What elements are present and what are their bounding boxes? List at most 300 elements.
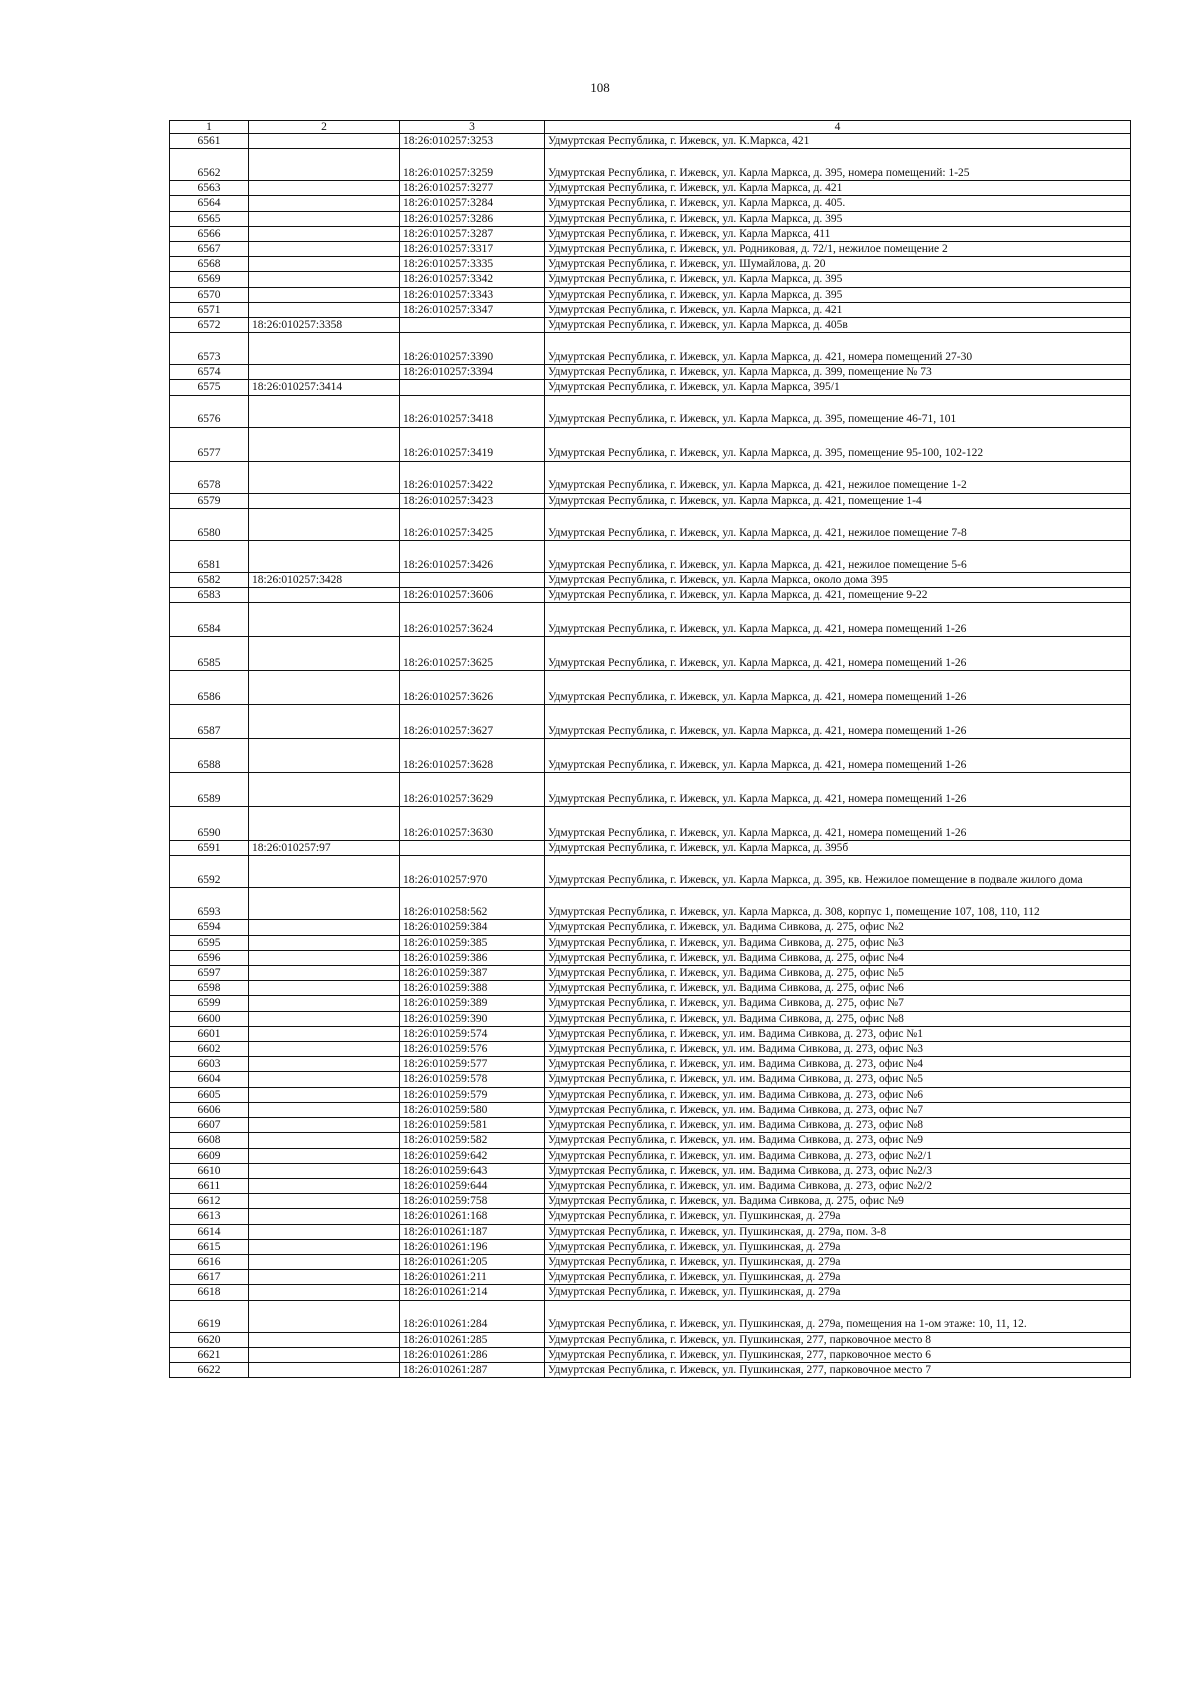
column-2-cadastral-cell [249,427,400,461]
row-number-cell: 6570 [170,287,249,302]
table-row [170,966,1131,981]
address-cell: Удмуртская Республика, г. Ижевск, ул. Карла Маркса, д. 421, номера помещений 1-26 [545,603,1131,637]
table-row [170,1011,1131,1026]
column-2-cadastral-cell [249,1178,400,1193]
cadastral-number-cell [400,318,545,333]
address-cell: Удмуртская Республика, г. Ижевск, ул. Пушкинская, д. 279а [545,1285,1131,1300]
row-number-cell: 6614 [170,1224,249,1239]
cadastral-number-cell: 18:26:010259:387 [400,966,545,981]
cadastral-number-cell: 18:26:010257:3624 [400,603,545,637]
address-cell: Удмуртская Республика, г. Ижевск, ул. Вадима Сивкова, д. 275, офис №6 [545,981,1131,996]
table-row [170,1042,1131,1057]
address-cell: Удмуртская Республика, г. Ижевск, ул. Карла Маркса, д. 421, номера помещений 1-26 [545,807,1131,841]
table-row [170,1194,1131,1209]
row-number-cell: 6584 [170,603,249,637]
table-row [170,1254,1131,1269]
table-row [170,149,1131,181]
column-2-cadastral-cell [249,856,400,888]
cadastral-number-cell: 18:26:010257:3286 [400,211,545,226]
address-cell: Удмуртская Республика, г. Ижевск, ул. им. Вадима Сивкова, д. 273, офис №7 [545,1102,1131,1117]
column-2-cadastral-cell [249,739,400,773]
row-number-cell: 6577 [170,427,249,461]
row-number-cell: 6600 [170,1011,249,1026]
address-cell: Удмуртская Республика, г. Ижевск, ул. им. Вадима Сивкова, д. 273, офис №6 [545,1087,1131,1102]
cadastral-number-cell: 18:26:010257:3418 [400,395,545,427]
row-number-cell: 6604 [170,1072,249,1087]
column-2-cadastral-cell [249,461,400,493]
cadastral-number-cell: 18:26:010261:214 [400,1285,545,1300]
table-row [170,318,1131,333]
table-row [170,1163,1131,1178]
cadastral-number-cell: 18:26:010257:3253 [400,134,545,149]
cadastral-number-cell: 18:26:010261:168 [400,1209,545,1224]
cadastral-number-cell: 18:26:010257:3628 [400,739,545,773]
column-header-1: 1 [170,121,249,134]
row-number-cell: 6565 [170,211,249,226]
address-cell: Удмуртская Республика, г. Ижевск, ул. Карла Маркса, д. 421, номера помещений 1-26 [545,773,1131,807]
table-row [170,1347,1131,1362]
table-row [170,572,1131,587]
table-row [170,1209,1131,1224]
table-row [170,181,1131,196]
row-number-cell: 6613 [170,1209,249,1224]
table-row [170,302,1131,317]
row-number-cell: 6593 [170,888,249,920]
table-row [170,1118,1131,1133]
column-2-cadastral-cell [249,1347,400,1362]
row-number-cell: 6591 [170,841,249,856]
address-cell: Удмуртская Республика, г. Ижевск, ул. им. Вадима Сивкова, д. 273, офис №9 [545,1133,1131,1148]
table-row [170,603,1131,637]
row-number-cell: 6572 [170,318,249,333]
address-cell: Удмуртская Республика, г. Ижевск, ул. Карла Маркса, д. 399, помещение № 73 [545,365,1131,380]
cadastral-number-cell: 18:26:010261:285 [400,1332,545,1347]
row-number-cell: 6612 [170,1194,249,1209]
address-cell: Удмуртская Республика, г. Ижевск, ул. им. Вадима Сивкова, д. 273, офис №4 [545,1057,1131,1072]
address-cell: Удмуртская Республика, г. Ижевск, ул. Карла Маркса, д. 395 [545,211,1131,226]
table-row [170,588,1131,603]
table-row [170,287,1131,302]
address-cell: Удмуртская Республика, г. Ижевск, ул. Пушкинская, д. 279а [545,1209,1131,1224]
cadastral-number-cell: 18:26:010259:644 [400,1178,545,1193]
row-number-cell: 6605 [170,1087,249,1102]
row-number-cell: 6618 [170,1285,249,1300]
row-number-cell: 6620 [170,1332,249,1347]
table-row [170,1239,1131,1254]
address-cell: Удмуртская Республика, г. Ижевск, ул. им. Вадима Сивкова, д. 273, офис №2/2 [545,1178,1131,1193]
address-cell: Удмуртская Республика, г. Ижевск, ул. Карла Маркса, д. 395, кв. Нежилое помещение в подвале жилого дома [545,856,1131,888]
table-row [170,211,1131,226]
row-number-cell: 6563 [170,181,249,196]
cadastral-number-cell: 18:26:010259:580 [400,1102,545,1117]
address-cell: Удмуртская Республика, г. Ижевск, ул. им. Вадима Сивкова, д. 273, офис №5 [545,1072,1131,1087]
cadastral-number-cell: 18:26:010261:205 [400,1254,545,1269]
row-number-cell: 6566 [170,226,249,241]
table-row [170,1224,1131,1239]
cadastral-number-cell: 18:26:010257:3423 [400,493,545,508]
column-2-cadastral-cell [249,966,400,981]
table-row [170,739,1131,773]
table-row [170,380,1131,395]
column-2-cadastral-cell [249,935,400,950]
column-2-cadastral-cell [249,287,400,302]
row-number-cell: 6586 [170,671,249,705]
row-number-cell: 6561 [170,134,249,149]
table-row [170,1362,1131,1377]
address-cell: Удмуртская Республика, г. Ижевск, ул. им. Вадима Сивкова, д. 273, офис №1 [545,1026,1131,1041]
cadastral-number-cell: 18:26:010259:389 [400,996,545,1011]
cadastral-number-cell: 18:26:010257:3625 [400,637,545,671]
table-row [170,196,1131,211]
table-row [170,1072,1131,1087]
table-row [170,1300,1131,1332]
column-2-cadastral-cell [249,1194,400,1209]
row-number-cell: 6609 [170,1148,249,1163]
cadastral-number-cell: 18:26:010261:211 [400,1270,545,1285]
cadastral-number-cell: 18:26:010259:579 [400,1087,545,1102]
address-cell: Удмуртская Республика, г. Ижевск, ул. Вадима Сивкова, д. 275, офис №7 [545,996,1131,1011]
address-cell: Удмуртская Республика, г. Ижевск, ул. им. Вадима Сивкова, д. 273, офис №2/3 [545,1163,1131,1178]
cadastral-number-cell: 18:26:010259:581 [400,1118,545,1133]
address-cell: Удмуртская Республика, г. Ижевск, ул. Карла Маркса, д. 421, нежилое помещение 7-8 [545,508,1131,540]
column-2-cadastral-cell: 18:26:010257:97 [249,841,400,856]
column-2-cadastral-cell [249,1011,400,1026]
cadastral-number-cell: 18:26:010257:3259 [400,149,545,181]
table-row [170,540,1131,572]
cadastral-number-cell: 18:26:010257:3335 [400,257,545,272]
address-cell: Удмуртская Республика, г. Ижевск, ул. Пушкинская, д. 279а [545,1270,1131,1285]
table-row [170,807,1131,841]
row-number-cell: 6583 [170,588,249,603]
table-row [170,257,1131,272]
column-2-cadastral-cell [249,1087,400,1102]
column-2-cadastral-cell: 18:26:010257:3428 [249,572,400,587]
address-cell: Удмуртская Республика, г. Ижевск, ул. Карла Маркса, д. 405в [545,318,1131,333]
cadastral-number-cell: 18:26:010257:3342 [400,272,545,287]
address-cell: Удмуртская Республика, г. Ижевск, ул. Карла Маркса, д. 421, нежилое помещение 1-2 [545,461,1131,493]
table-row [170,1270,1131,1285]
address-cell: Удмуртская Республика, г. Ижевск, ул. Карла Маркса, д. 395, помещение 46-71, 101 [545,395,1131,427]
column-2-cadastral-cell [249,1285,400,1300]
column-2-cadastral-cell [249,242,400,257]
table-row [170,920,1131,935]
column-2-cadastral-cell [249,888,400,920]
address-cell: Удмуртская Республика, г. Ижевск, ул. им. Вадима Сивкова, д. 273, офис №3 [545,1042,1131,1057]
row-number-cell: 6592 [170,856,249,888]
address-cell: Удмуртская Республика, г. Ижевск, ул. Пушкинская, д. 279а, помещения на 1-ом этаже: 10, 11, 12. [545,1300,1131,1332]
address-cell: Удмуртская Республика, г. Ижевск, ул. Вадима Сивкова, д. 275, офис №4 [545,950,1131,965]
column-2-cadastral-cell [249,773,400,807]
row-number-cell: 6578 [170,461,249,493]
cadastral-number-cell: 18:26:010257:3626 [400,671,545,705]
address-cell: Удмуртская Республика, г. Ижевск, ул. Карла Маркса, д. 421, нежилое помещение 5-6 [545,540,1131,572]
column-2-cadastral-cell [249,671,400,705]
address-cell: Удмуртская Республика, г. Ижевск, ул. Пушкинская, 277, парковочное место 8 [545,1332,1131,1347]
address-cell: Удмуртская Республика, г. Ижевск, ул. К.Маркса, 421 [545,134,1131,149]
address-cell: Удмуртская Республика, г. Ижевск, ул. им. Вадима Сивкова, д. 273, офис №8 [545,1118,1131,1133]
table-row [170,1285,1131,1300]
cadastral-number-cell: 18:26:010257:3629 [400,773,545,807]
column-2-cadastral-cell [249,181,400,196]
column-2-cadastral-cell [249,1148,400,1163]
column-2-cadastral-cell [249,333,400,365]
column-2-cadastral-cell [249,1239,400,1254]
table-row [170,461,1131,493]
row-number-cell: 6608 [170,1133,249,1148]
column-2-cadastral-cell [249,1042,400,1057]
cadastral-number-cell: 18:26:010257:3284 [400,196,545,211]
cadastral-number-cell: 18:26:010257:3394 [400,365,545,380]
cadastral-number-cell: 18:26:010257:3419 [400,427,545,461]
cadastral-number-cell: 18:26:010257:3422 [400,461,545,493]
row-number-cell: 6611 [170,1178,249,1193]
row-number-cell: 6615 [170,1239,249,1254]
cadastral-number-cell: 18:26:010257:3343 [400,287,545,302]
table-row [170,226,1131,241]
table-row [170,134,1131,149]
address-cell: Удмуртская Республика, г. Ижевск, ул. Карла Маркса, д. 405. [545,196,1131,211]
table-row [170,996,1131,1011]
cadastral-number-cell: 18:26:010257:3630 [400,807,545,841]
row-number-cell: 6582 [170,572,249,587]
column-2-cadastral-cell [249,257,400,272]
column-2-cadastral-cell [249,807,400,841]
table-row [170,1178,1131,1193]
address-cell: Удмуртская Республика, г. Ижевск, ул. Вадима Сивкова, д. 275, офис №3 [545,935,1131,950]
address-cell: Удмуртская Республика, г. Ижевск, ул. Шумайлова, д. 20 [545,257,1131,272]
cadastral-number-cell: 18:26:010257:3425 [400,508,545,540]
table-row [170,427,1131,461]
row-number-cell: 6562 [170,149,249,181]
address-cell: Удмуртская Республика, г. Ижевск, ул. Карла Маркса, д. 395 [545,272,1131,287]
row-number-cell: 6589 [170,773,249,807]
table-row [170,1087,1131,1102]
row-number-cell: 6594 [170,920,249,935]
column-2-cadastral-cell [249,1102,400,1117]
cadastral-number-cell: 18:26:010261:196 [400,1239,545,1254]
cadastral-number-cell: 18:26:010259:386 [400,950,545,965]
row-number-cell: 6590 [170,807,249,841]
cadastral-number-cell: 18:26:010261:286 [400,1347,545,1362]
row-number-cell: 6574 [170,365,249,380]
column-2-cadastral-cell [249,1254,400,1269]
table-row [170,705,1131,739]
table-row [170,1332,1131,1347]
address-cell: Удмуртская Республика, г. Ижевск, ул. Пушкинская, 277, парковочное место 7 [545,1362,1131,1377]
address-cell: Удмуртская Республика, г. Ижевск, ул. Карла Маркса, д. 421, номера помещений 1-26 [545,671,1131,705]
column-2-cadastral-cell [249,365,400,380]
column-2-cadastral-cell [249,1118,400,1133]
address-cell: Удмуртская Республика, г. Ижевск, ул. Карла Маркса, д. 395, помещение 95-100, 102-122 [545,427,1131,461]
row-number-cell: 6579 [170,493,249,508]
table-row [170,856,1131,888]
cadastral-number-cell: 18:26:010257:3347 [400,302,545,317]
column-2-cadastral-cell: 18:26:010257:3414 [249,380,400,395]
cadastral-number-cell: 18:26:010257:3277 [400,181,545,196]
column-2-cadastral-cell [249,1209,400,1224]
column-2-cadastral-cell [249,508,400,540]
row-number-cell: 6571 [170,302,249,317]
column-header-4: 4 [545,121,1131,134]
column-2-cadastral-cell [249,1057,400,1072]
column-2-cadastral-cell [249,981,400,996]
row-number-cell: 6596 [170,950,249,965]
address-cell: Удмуртская Республика, г. Ижевск, ул. Пушкинская, д. 279а [545,1239,1131,1254]
column-2-cadastral-cell [249,637,400,671]
cadastral-number-cell: 18:26:010257:3317 [400,242,545,257]
column-2-cadastral-cell [249,211,400,226]
address-cell: Удмуртская Республика, г. Ижевск, ул. Карла Маркса, 411 [545,226,1131,241]
row-number-cell: 6616 [170,1254,249,1269]
column-2-cadastral-cell [249,302,400,317]
column-2-cadastral-cell [249,1224,400,1239]
column-2-cadastral-cell [249,1300,400,1332]
row-number-cell: 6585 [170,637,249,671]
column-2-cadastral-cell [249,226,400,241]
address-cell: Удмуртская Республика, г. Ижевск, ул. Родниковая, д. 72/1, нежилое помещение 2 [545,242,1131,257]
cadastral-number-cell: 18:26:010257:3426 [400,540,545,572]
row-number-cell: 6595 [170,935,249,950]
table-row [170,395,1131,427]
column-2-cadastral-cell [249,1362,400,1377]
column-2-cadastral-cell [249,272,400,287]
row-number-cell: 6581 [170,540,249,572]
row-number-cell: 6622 [170,1362,249,1377]
row-number-cell: 6575 [170,380,249,395]
table-header-row [170,121,1131,134]
row-number-cell: 6607 [170,1118,249,1133]
row-number-cell: 6573 [170,333,249,365]
table-row [170,888,1131,920]
row-number-cell: 6599 [170,996,249,1011]
row-number-cell: 6606 [170,1102,249,1117]
cadastral-number-cell: 18:26:010261:284 [400,1300,545,1332]
column-2-cadastral-cell [249,134,400,149]
table-row [170,1057,1131,1072]
column-2-cadastral-cell [249,705,400,739]
row-number-cell: 6617 [170,1270,249,1285]
cadastral-number-cell: 18:26:010259:582 [400,1133,545,1148]
cadastral-number-cell: 18:26:010259:384 [400,920,545,935]
address-cell: Удмуртская Республика, г. Ижевск, ул. Пушкинская, д. 279а [545,1254,1131,1269]
column-2-cadastral-cell [249,1133,400,1148]
column-2-cadastral-cell [249,950,400,965]
table-row [170,508,1131,540]
row-number-cell: 6569 [170,272,249,287]
cadastral-number-cell: 18:26:010259:390 [400,1011,545,1026]
address-cell: Удмуртская Республика, г. Ижевск, ул. Карла Маркса, д. 395б [545,841,1131,856]
address-cell: Удмуртская Республика, г. Ижевск, ул. Карла Маркса, около дома 395 [545,572,1131,587]
table-row [170,981,1131,996]
column-2-cadastral-cell [249,603,400,637]
address-cell: Удмуртская Республика, г. Ижевск, ул. Карла Маркса, д. 308, корпус 1, помещение 107, 108, 110, 112 [545,888,1131,920]
cadastral-number-cell: 18:26:010259:578 [400,1072,545,1087]
column-2-cadastral-cell [249,1072,400,1087]
table-row [170,1133,1131,1148]
property-registry-table [169,120,1131,1378]
cadastral-number-cell: 18:26:010257:3287 [400,226,545,241]
address-cell: Удмуртская Республика, г. Ижевск, ул. Вадима Сивкова, д. 275, офис №8 [545,1011,1131,1026]
row-number-cell: 6601 [170,1026,249,1041]
table-row [170,272,1131,287]
address-cell: Удмуртская Республика, г. Ижевск, ул. им. Вадима Сивкова, д. 273, офис №2/1 [545,1148,1131,1163]
table-row [170,333,1131,365]
column-2-cadastral-cell [249,540,400,572]
row-number-cell: 6602 [170,1042,249,1057]
table-row [170,242,1131,257]
column-2-cadastral-cell [249,920,400,935]
cadastral-number-cell: 18:26:010259:642 [400,1148,545,1163]
page-number: 108 [590,80,610,95]
cadastral-number-cell: 18:26:010261:287 [400,1362,545,1377]
address-cell: Удмуртская Республика, г. Ижевск, ул. Пушкинская, д. 279а, пом. 3-8 [545,1224,1131,1239]
table-row [170,1148,1131,1163]
address-cell: Удмуртская Республика, г. Ижевск, ул. Карла Маркса, д. 421, помещение 1-4 [545,493,1131,508]
column-header-2: 2 [249,121,400,134]
cadastral-number-cell: 18:26:010261:187 [400,1224,545,1239]
address-cell: Удмуртская Республика, г. Ижевск, ул. Карла Маркса, д. 421, номера помещений 1-26 [545,637,1131,671]
address-cell: Удмуртская Республика, г. Ижевск, ул. Карла Маркса, д. 421, помещение 9-22 [545,588,1131,603]
row-number-cell: 6619 [170,1300,249,1332]
row-number-cell: 6598 [170,981,249,996]
table-row [170,841,1131,856]
row-number-cell: 6610 [170,1163,249,1178]
address-cell: Удмуртская Республика, г. Ижевск, ул. Карла Маркса, д. 395 [545,287,1131,302]
row-number-cell: 6568 [170,257,249,272]
cadastral-number-cell: 18:26:010259:388 [400,981,545,996]
row-number-cell: 6587 [170,705,249,739]
table-row [170,493,1131,508]
table-row [170,637,1131,671]
row-number-cell: 6597 [170,966,249,981]
table-row [170,1102,1131,1117]
row-number-cell: 6564 [170,196,249,211]
row-number-cell: 6567 [170,242,249,257]
row-number-cell: 6603 [170,1057,249,1072]
cadastral-number-cell: 18:26:010259:643 [400,1163,545,1178]
address-cell: Удмуртская Республика, г. Ижевск, ул. Карла Маркса, д. 421, номера помещений 1-26 [545,705,1131,739]
cadastral-number-cell: 18:26:010257:970 [400,856,545,888]
column-2-cadastral-cell [249,588,400,603]
table-row [170,773,1131,807]
column-2-cadastral-cell [249,1163,400,1178]
column-2-cadastral-cell [249,149,400,181]
cadastral-number-cell [400,572,545,587]
table-row [170,365,1131,380]
address-cell: Удмуртская Республика, г. Ижевск, ул. Карла Маркса, д. 395, номера помещений: 1-25 [545,149,1131,181]
address-cell: Удмуртская Республика, г. Ижевск, ул. Вадима Сивкова, д. 275, офис №9 [545,1194,1131,1209]
cadastral-number-cell: 18:26:010259:758 [400,1194,545,1209]
address-cell: Удмуртская Республика, г. Ижевск, ул. Вадима Сивкова, д. 275, офис №5 [545,966,1131,981]
row-number-cell: 6580 [170,508,249,540]
column-2-cadastral-cell [249,1026,400,1041]
address-cell: Удмуртская Республика, г. Ижевск, ул. Карла Маркса, д. 421 [545,302,1131,317]
address-cell: Удмуртская Республика, г. Ижевск, ул. Карла Маркса, д. 421 [545,181,1131,196]
address-cell: Удмуртская Республика, г. Ижевск, ул. Пушкинская, 277, парковочное место 6 [545,1347,1131,1362]
cadastral-number-cell [400,841,545,856]
row-number-cell: 6588 [170,739,249,773]
address-cell: Удмуртская Республика, г. Ижевск, ул. Карла Маркса, 395/1 [545,380,1131,395]
column-2-cadastral-cell [249,395,400,427]
cadastral-number-cell: 18:26:010259:576 [400,1042,545,1057]
address-cell: Удмуртская Республика, г. Ижевск, ул. Карла Маркса, д. 421, номера помещений 27-30 [545,333,1131,365]
cadastral-number-cell: 18:26:010259:577 [400,1057,545,1072]
table-row [170,950,1131,965]
cadastral-number-cell: 18:26:010259:574 [400,1026,545,1041]
address-cell: Удмуртская Республика, г. Ижевск, ул. Карла Маркса, д. 421, номера помещений 1-26 [545,739,1131,773]
column-2-cadastral-cell [249,196,400,211]
cadastral-number-cell: 18:26:010258:562 [400,888,545,920]
